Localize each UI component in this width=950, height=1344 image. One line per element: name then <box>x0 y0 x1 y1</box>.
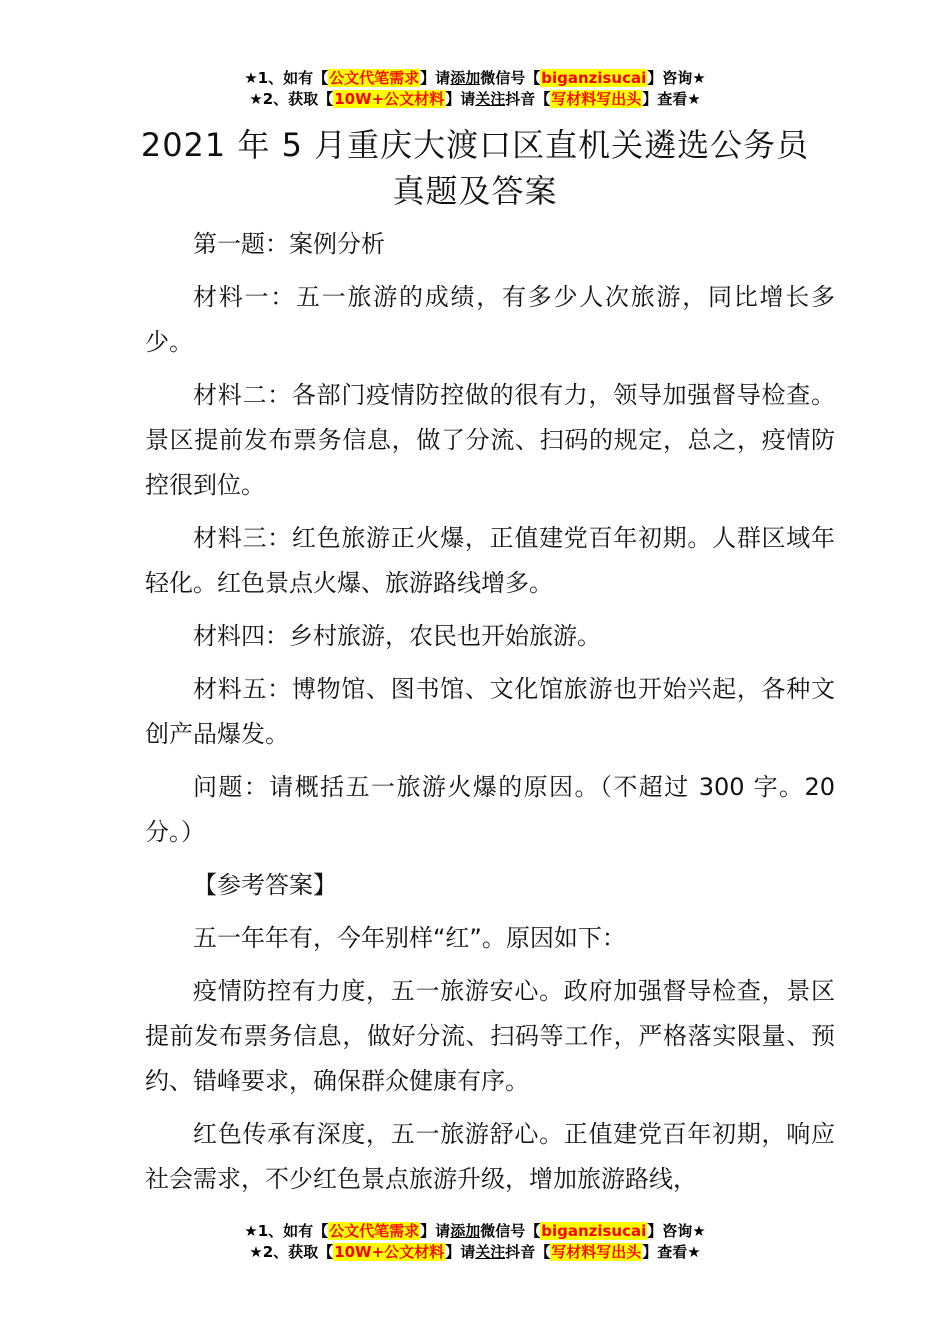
banner-text: 抖音【 <box>505 1243 551 1261</box>
banner-text: 】请 <box>420 69 451 87</box>
material-1: 材料一：五一旅游的成绩，有多少人次旅游，同比增长多少。 <box>145 283 835 356</box>
footer-banner <box>0 1221 950 1263</box>
banner-text: 】查看★ <box>642 1243 701 1261</box>
answer-point-2: 红色传承有深度，五一旅游舒心。正值建党百年初期，响应社会需求，不少红色景点旅游升级，增加旅游路线， <box>145 1120 835 1193</box>
banner-text: 】请 <box>445 1243 476 1261</box>
banner-text: 】请 <box>445 90 476 108</box>
banner-text: 】查看★ <box>642 90 701 108</box>
banner-line-1 <box>0 68 950 89</box>
banner-text: 抖音【 <box>505 90 551 108</box>
banner-highlight: biganzisucai <box>541 69 647 87</box>
material-5: 材料五：博物馆、图书馆、文化馆旅游也开始兴起，各种文创产品爆发。 <box>145 675 835 748</box>
banner-highlight: 10W+公文材料 <box>334 1243 445 1261</box>
banner-highlight: 10W+公文材料 <box>334 90 445 108</box>
answer-heading: 【参考答案】 <box>193 871 337 899</box>
section-heading: 第一题：案例分析 <box>193 230 385 258</box>
title-line-2: 真题及答案 <box>392 172 558 210</box>
banner-text: 】咨询★ <box>647 1222 706 1240</box>
banner-text: 微信号【 <box>480 1222 541 1240</box>
banner-text: 】请 <box>420 1222 451 1240</box>
document-body <box>145 222 835 1210</box>
banner-underlined: 关注 <box>475 90 506 108</box>
banner-line-2 <box>0 89 950 110</box>
answer-point-1: 疫情防控有力度，五一旅游安心。政府加强督导检查，景区提前发布票务信息，做好分流、扫码等工作，严格落实限量、预约、错峰要求，确保群众健康有序。 <box>145 977 835 1095</box>
header-banner <box>0 68 950 110</box>
title-line-1: 2021 年 5 月重庆大渡口区直机关遴选公务员 <box>140 126 810 164</box>
banner-underlined: 关注 <box>475 1243 506 1261</box>
question: 问题：请概括五一旅游火爆的原因。（不超过 300 字。20 分。） <box>145 773 835 846</box>
banner-text: 】咨询★ <box>647 69 706 87</box>
material-2: 材料二：各部门疫情防控做的很有力，领导加强督导检查。景区提前发布票务信息，做了分流、扫码的规定，总之，疫情防控很到位。 <box>145 381 835 499</box>
banner-highlight: 写材料写出头 <box>551 1243 642 1261</box>
banner-underlined: 添加 <box>450 69 481 87</box>
banner-text: ★2、获取【 <box>249 1243 334 1261</box>
banner-text: ★1、如有【 <box>244 69 329 87</box>
banner-line-2 <box>0 1242 950 1263</box>
banner-highlight: 写材料写出头 <box>551 90 642 108</box>
material-4: 材料四：乡村旅游，农民也开始旅游。 <box>193 622 601 650</box>
banner-text: 微信号【 <box>480 69 541 87</box>
banner-text: ★1、如有【 <box>244 1222 329 1240</box>
banner-highlight: 公文代笔需求 <box>329 1222 420 1240</box>
banner-highlight: biganzisucai <box>541 1222 647 1240</box>
answer-intro: 五一年年有，今年别样“红”。原因如下： <box>193 924 626 952</box>
banner-text: ★2、获取【 <box>249 90 334 108</box>
banner-line-1 <box>0 1221 950 1242</box>
document-title <box>0 122 950 214</box>
banner-highlight: 公文代笔需求 <box>329 69 420 87</box>
banner-underlined: 添加 <box>450 1222 481 1240</box>
material-3: 材料三：红色旅游正火爆，正值建党百年初期。人群区域年轻化。红色景点火爆、旅游路线增多。 <box>145 524 835 597</box>
